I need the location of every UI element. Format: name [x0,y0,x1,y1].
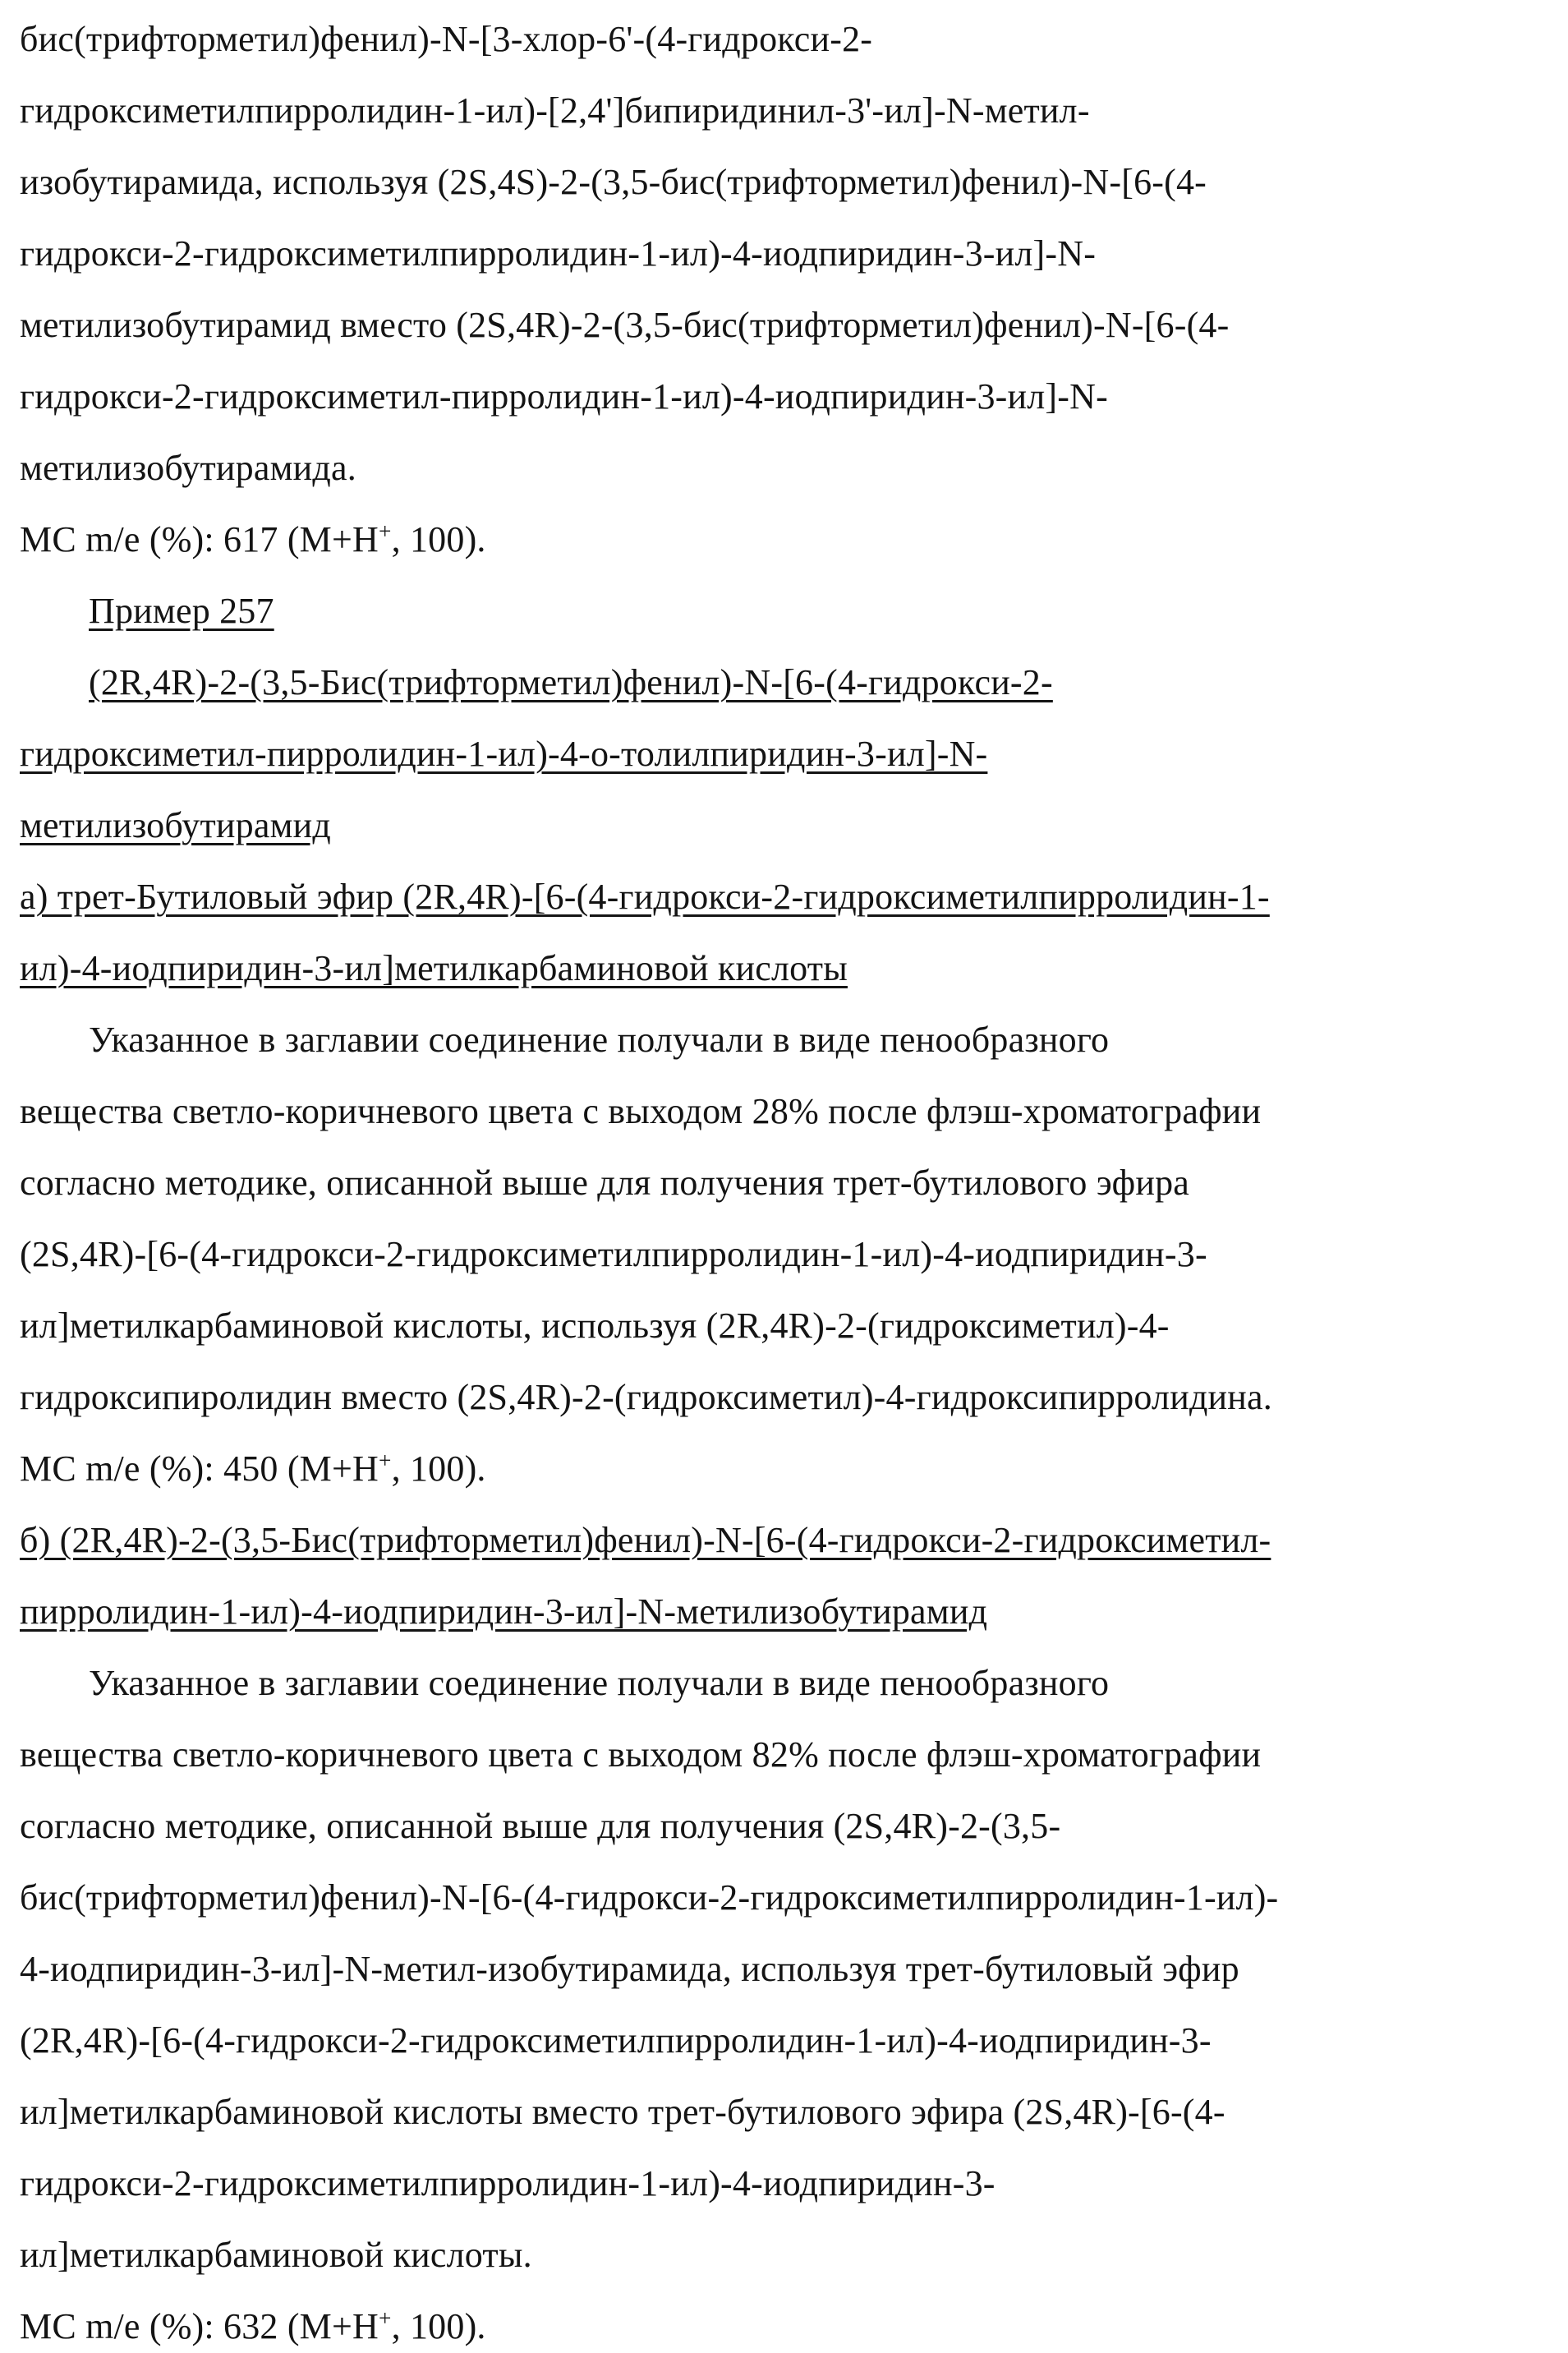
line-text: ил]метилкарбаминовой кислоты вместо трет-бутилового эфира (2S,4R)-[6-(4- [20,2092,1225,2132]
text-line [20,2148,1548,2219]
line-text: Пример 257 [89,591,274,631]
text-line [20,1933,1548,2005]
line-text: бис(трифторметил)фенил)-N-[3-хлор-6'-(4-гидрокси-2- [20,19,873,59]
text-line [20,289,1548,361]
text-line [20,432,1548,504]
text-line [20,1433,1548,1504]
text-line [20,504,1548,575]
text-line [20,1647,1548,1719]
heading-line [20,575,1548,647]
line-text: МС m/e (%): 617 (M+H [20,519,379,559]
line-text: ил]метилкарбаминовой кислоты, используя (2R,4R)-2-(гидроксиметил)-4- [20,1305,1170,1346]
text-line [20,1218,1548,1290]
line-text: гидроксипиролидин вместо (2S,4R)-2-(гидроксиметил)-4-гидроксипирролидина. [20,1377,1272,1417]
superscript-text: + [379,1448,392,1473]
line-text: вещества светло-коричневого цвета с выходом 82% после флэш-хроматографии [20,1734,1262,1775]
line-text: изобутирамида, используя (2S,4S)-2-(3,5-бис(трифторметил)фенил)-N-[6-(4- [20,162,1207,202]
line-text: бис(трифторметил)фенил)-N-[6-(4-гидрокси-2-гидроксиметилпирролидин-1-ил)- [20,1877,1279,1918]
heading-line [20,861,1548,932]
heading-line [20,1504,1548,1576]
line-text: метилизобутирамида. [20,448,356,488]
line-text: метилизобутирамид вместо (2S,4R)-2-(3,5-бис(трифторметил)фенил)-N-[6-(4- [20,305,1230,345]
line-text: МС m/e (%): 450 (M+H [20,1448,379,1489]
line-text: гидрокси-2-гидроксиметилпирролидин-1-ил)-4-иодпиридин-3-ил]-N- [20,233,1097,274]
line-text: (2S,4R)-[6-(4-гидрокси-2-гидроксиметилпирролидин-1-ил)-4-иодпиридин-3- [20,1234,1207,1274]
heading-line [20,790,1548,861]
line-text: гидроксиметилпирролидин-1-ил)-[2,4']бипиридинил-3'-ил]-N-метил- [20,90,1090,131]
line-text: 4-иодпиридин-3-ил]-N-метил-изобутирамида, используя трет-бутиловый эфир [20,1949,1239,1989]
superscript-text: + [379,518,392,544]
line-text: гидроксиметил-пирролидин-1-ил)-4-о-толилпиридин-3-ил]-N- [20,734,988,774]
text-line [20,218,1548,289]
line-text: (2R,4R)-2-(3,5-Бис(трифторметил)фенил)-N-[6-(4-гидрокси-2- [89,662,1053,702]
text-line [20,2005,1548,2076]
line-text: Указанное в заглавии соединение получали в виде пенообразного [89,1663,1110,1703]
line-text: гидрокси-2-гидроксиметил-пирролидин-1-ил)-4-иодпиридин-3-ил]-N- [20,376,1108,417]
line-text: согласно методике, описанной выше для получения трет-бутилового эфира [20,1163,1190,1203]
line-text: а) трет-Бутиловый эфир (2R,4R)-[6-(4-гидрокси-2-гидроксиметилпирролидин-1- [20,877,1270,917]
heading-line [20,647,1548,718]
line-text: (2R,4R)-[6-(4-гидрокси-2-гидроксиметилпирролидин-1-ил)-4-иодпиридин-3- [20,2020,1212,2061]
line-text: вещества светло-коричневого цвета с выходом 28% после флэш-хроматографии [20,1091,1262,1131]
text-line [20,361,1548,432]
line-text: Указанное в заглавии соединение получали в виде пенообразного [89,1020,1110,1060]
line-text: ил)-4-иодпиридин-3-ил]метилкарбаминовой кислоты [20,948,848,988]
text-line [20,3,1548,75]
heading-line [20,932,1548,1004]
text-line [20,1147,1548,1218]
text-line [20,2291,1548,2353]
text-line [20,1862,1548,1933]
superscript-text: + [379,2305,392,2331]
line-text: ил]метилкарбаминовой кислоты. [20,2235,532,2275]
line-text: метилизобутирамид [20,805,331,845]
line-text: , 100). [391,519,486,559]
line-text: , 100). [391,1448,486,1489]
heading-line [20,718,1548,790]
text-line [20,2076,1548,2148]
text-line [20,1719,1548,1790]
text-line [20,75,1548,146]
line-text: МС m/e (%): 632 (M+H [20,2306,379,2346]
text-line [20,2219,1548,2291]
text-line [20,146,1548,218]
text-line [20,1075,1548,1147]
heading-line [20,1576,1548,1647]
line-text: согласно методике, описанной выше для получения (2S,4R)-2-(3,5- [20,1806,1061,1846]
line-text: б) (2R,4R)-2-(3,5-Бис(трифторметил)фенил)-N-[6-(4-гидрокси-2-гидроксиметил- [20,1520,1271,1560]
line-text: гидрокси-2-гидроксиметилпирролидин-1-ил)-4-иодпиридин-3- [20,2163,996,2203]
text-line [20,1361,1548,1433]
text-line [20,1790,1548,1862]
text-line [20,1004,1548,1075]
line-text: , 100). [391,2306,486,2346]
text-line [20,1290,1548,1361]
line-text: пирролидин-1-ил)-4-иодпиридин-3-ил]-N-метилизобутирамид [20,1591,988,1632]
